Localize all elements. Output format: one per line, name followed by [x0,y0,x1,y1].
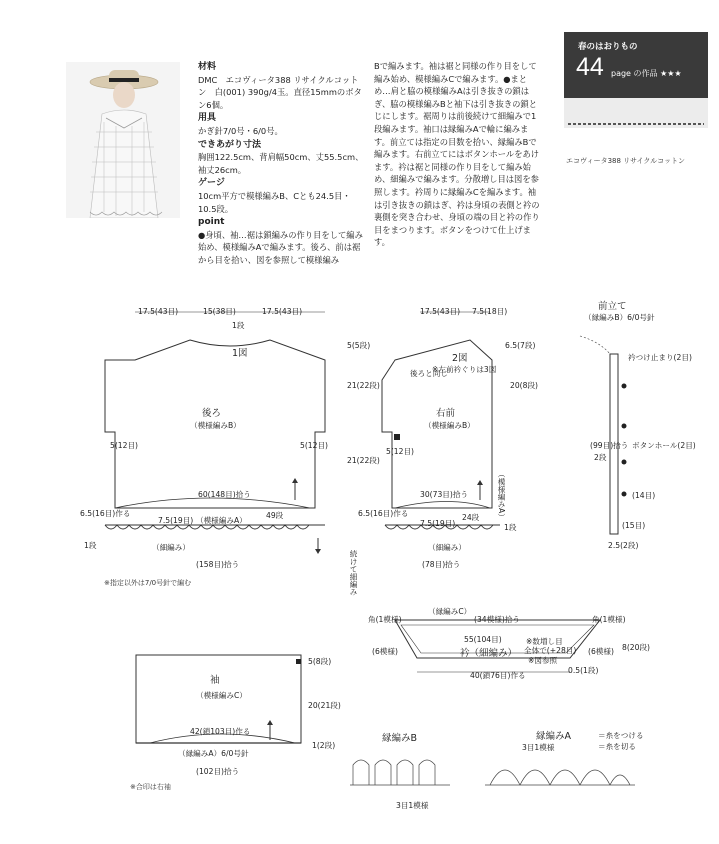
dim-mid2: 21(22段) [347,456,380,465]
dim-front-mid: 20(8段) [510,381,539,390]
sleeve-bottom: (102目)拾う [196,767,240,776]
model-photo [66,62,180,218]
sleeve-pick: 42(鎖103目)作る [190,727,251,736]
back-pattern-a-width: 7.5(19目) [158,516,194,525]
back-armhole-right: 5(12目) [300,441,329,450]
sleeve-edge: （縁編みA）6/0号針 [178,749,249,758]
front-neck-note: ※左前衿ぐりは3図 [432,365,497,374]
placket-stitch-a: (14目) [632,491,656,500]
placket-pick: (99目)拾う [590,441,629,450]
front-width-right: 7.5(18目) [472,307,508,316]
dim-mid1: 21(22段) [347,381,380,390]
collar-edge: （縁編みC） [428,607,472,616]
placket-pattern: （縁編みB）6/0号針 [584,313,655,322]
back-title: 後ろ [202,408,222,419]
sleeve-note: ※合印は右袖 [130,783,171,791]
front-bottom: (78目)拾う [422,560,461,569]
legend-cut: ＝糸を切る [598,742,636,751]
collar-inc-total: 全体で(+28目) [524,646,577,655]
collar-rows: 0.5(1段) [568,666,599,675]
collar-top: (34模様)拾う [474,615,520,624]
placket-cont: 衿つけ止まり(2目) [628,353,692,362]
front-fig: 2図 [452,353,468,364]
front-armhole: 5(12目) [386,447,415,456]
front-side: （模様編みA） [497,470,506,521]
front-pick: 30(73目)拾う [420,490,469,499]
front-width-left: 17.5(43目) [420,307,461,316]
heading-tools: 用具 [198,113,217,124]
point-text: ●身頃、袖…裾は鎖編みの作り目をして編み始め、模様編みAで編みます。後ろ、前は裾から目を拾い、図を参照して模様編み [198,229,363,265]
badge-swatch [564,98,708,128]
heading-gauge: ゲージ [198,178,225,189]
chart-a-sub: 3目1模様 [522,743,555,752]
front-same-back: 後ろと同じ [410,369,448,378]
chart-b-title: 縁編みB [382,733,418,744]
sleeve-h2: 20(21段) [308,701,341,710]
sleeve-title: 袖 [210,675,220,686]
badge-page: page の作品 ★★★ [611,69,682,78]
tools-text: かぎ針7/0号・6/0号。 [198,125,283,136]
collar-corner-right: 角(1模様) [592,615,626,624]
materials-text: DMC エコヴィータ388 リサイクルコットン 白(001) 390g/4玉。直径15mmのボタン6個。 [198,74,362,110]
collar-inc: ※数増し目 [526,637,563,646]
back-edge-rows: 1段 [84,541,97,550]
sleeve-pattern: （模様編みC） [196,691,247,700]
sleeve-h3: 1(2段) [312,741,336,750]
back-bottom: (158目)拾う [196,560,240,569]
back-a-rows: 49段 [266,511,284,520]
collar-corner-left: 角(1模様) [368,615,402,624]
sleeve-h1: 5(8段) [308,657,332,666]
back-neck-rows: 1段 [232,321,245,330]
front-cast-on: 6.5(16目)作る [358,509,409,518]
back-width-mid: 15(38目) [203,307,236,316]
back-pattern: （模様編みB） [190,421,241,430]
front-cont: 続けて細編み [349,550,358,596]
back-edge: （細編み） [152,543,190,552]
back-pattern-a: （模様編みA） [196,516,247,525]
legend-attach: ＝糸をつける [598,731,644,740]
chart-a-title: 縁編みA [536,731,571,742]
front-title: 右前 [436,408,456,419]
instructions-text: Bで編みます。袖は裾と同様の作り目をして編み始め、模様編みCで編みます。●まとめ…肩と脇の模様編みAは引き抜きの鎖はぎ、脇の模様編みBと袖下は引き抜きの鎖とじにします。裾周りは前後続けて細編みで1段編みます。袖口は縁編みAで輪に編みます。前立ては指定の目数を拾い、縁編みBで編みます。右前立てにはボタンホールをあけます。衿は裾と同様の作り目をして編み始め、細編みで編みます。分散増し目は図を参照します。衿周りに縁編みCを編みます。袖は引き抜きの鎖はぎ、衿は身頃の表側と衿の裏側を突き合わせ、身頃の端の目と衿の作り目をまつります。ボタンをつけて仕上げます。 [374,61,540,248]
heading-size: できあがり寸法 [198,139,262,150]
badge-number: 44 [576,53,604,81]
collar-side-left: (6模様) [372,647,398,656]
placket-hole: ボタンホール(2目) [632,441,696,450]
front-a-rows: 24段 [462,513,480,522]
placket-rows: 2段 [594,453,607,462]
pattern-badge [564,32,708,165]
front-pattern: （模様編みB） [424,421,475,430]
collar-title: 衿（細編み） [460,648,518,659]
dim-front-top: 6.5(7段) [505,341,536,350]
gauge-text: 10cm平方で模様編みB、Cとも24.5目・10.5段。 [198,190,351,214]
placket-bottom: 2.5(2段) [608,541,639,550]
collar-side-right: (6模様) [588,647,614,656]
back-pick: 60(148目)拾う [198,490,251,499]
front-a-width: 7.5(19目) [420,519,456,528]
dim-top: 5(5段) [347,341,371,350]
badge-yarn: エコヴィータ388 リサイクルコットン [566,157,686,165]
materials-block [198,60,366,267]
back-width-left: 17.5(43目) [138,307,179,316]
placket-title: 前立て [598,301,627,312]
back-fig: 1図 [232,348,248,359]
collar-ref: ※図参照 [528,656,558,665]
back-cast-on: 6.5(16目)作る [80,509,131,518]
heading-materials: 材料 [198,62,217,72]
chart-edging-a [480,745,650,805]
chart-edging-b [345,745,465,805]
heading-point: point [198,217,225,228]
back-armhole-left: 5(12目) [110,441,139,450]
placket-stitch-b: (15目) [622,521,646,530]
collar-mid: 55(104目) [464,635,502,644]
chart-b-sub: 3目1模様 [396,801,429,810]
size-text: 胸囲122.5cm、背肩幅50cm、丈55.5cm、袖丈26cm。 [198,152,364,175]
collar-height: 8(20段) [622,643,651,652]
back-width-right: 17.5(43目) [262,307,303,316]
collar-bottom: 40(鎖76目)作る [470,671,526,680]
badge-title: 春のはおりもの [578,42,638,52]
front-side-rows: 1段 [504,523,517,532]
front-edge: （細編み） [428,543,466,552]
needle-note: ※指定以外は7/0号針で編む [104,579,192,587]
